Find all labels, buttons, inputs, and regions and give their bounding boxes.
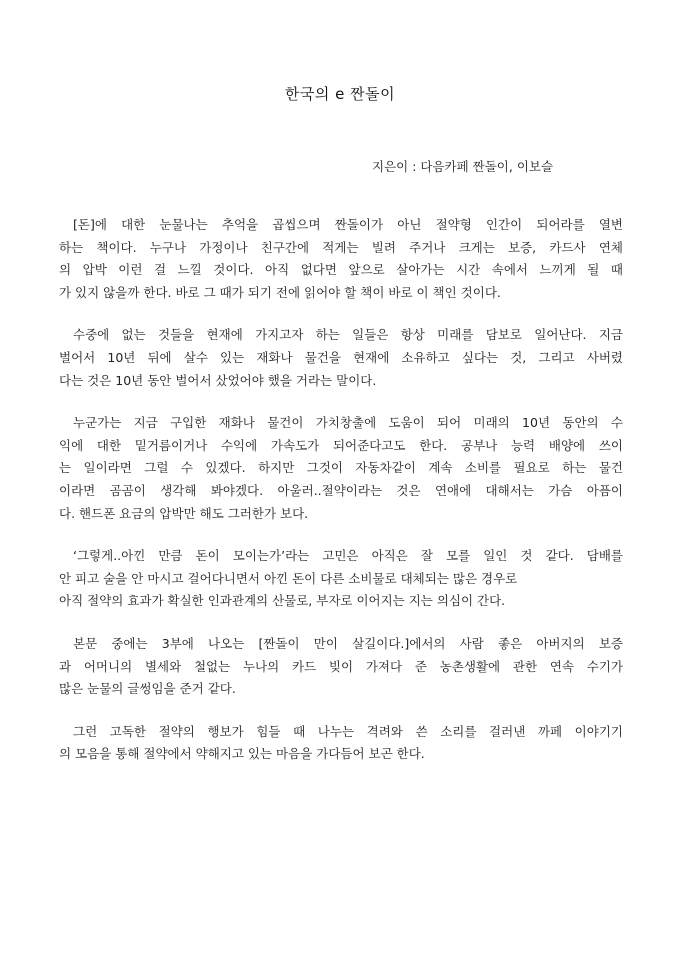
paragraph-1 (59, 214, 623, 304)
paragraph-line: 누군가는 지금 구입한 재화나 물건이 가치창출에 도움이 되어 미래의 10년 동안의 수 (73, 415, 623, 431)
paragraph-3 (59, 412, 623, 525)
paragraph-line: 많은 눈물의 글썽임을 준거 같다. (59, 681, 236, 697)
paragraph-line: 의 모음을 통해 절약에서 약해지고 있는 마음을 가다듬어 보곤 한다. (59, 746, 425, 762)
paragraph-line: 다. 핸드폰 요금의 압박만 해도 그러한가 보다. (59, 505, 309, 521)
paragraph-line: 다는 것은 10년 동안 벌어서 샀었어야 했을 거라는 말이다. (59, 372, 377, 388)
paragraph-line: 수중에 없는 것들을 현재에 가지고자 하는 일들은 항상 미래를 담보로 일어난다. 지금 (73, 327, 623, 343)
paragraph-5 (59, 633, 623, 701)
paragraph-line: 안 피고 술을 안 마시고 걸어다니면서 아낀 돈이 다른 소비물로 대체되는 많은 경우로 (59, 570, 518, 586)
paragraph-line: 본문 중에는 3부에 나오는 [짠돌이 만이 살길이다.]에서의 사람 좋은 아버지의 보증 (73, 635, 623, 651)
paragraph-line: 과 어머니의 별세와 철없는 누나의 카드 빚이 가져다 준 농촌생활에 관한 연속 수기가 (59, 658, 623, 674)
paragraph-line: 하는 책이다. 누구나 가정이나 친구간에 적게는 빌려 주거나 크게는 보증, 카드사 연체 (59, 239, 623, 255)
paragraph-line: 아직 절약의 효과가 확실한 인과관계의 산물로, 부자로 이어지는 지는 의심이 간다. (59, 593, 506, 609)
paragraph-4 (59, 545, 623, 613)
author-line: 지은이 : 다음카페 짠돌이, 이보슬 (372, 159, 554, 174)
body-text (59, 214, 623, 786)
paragraph-line: 이라면 곰곰이 생각해 봐야겠다. 아울러..절약이라는 것은 연애에 대해서는 가슴 아픔이 (59, 482, 623, 498)
paragraph-line: 그런 고독한 절약의 행보가 힘들 때 나누는 격려와 쓴 소리를 걸러낸 까페 이야기기 (73, 723, 623, 739)
paragraph-line: 의 압박 이런 걸 느낄 것이다. 아직 없다면 앞으로 살아가는 시간 속에서 느끼게 될 때 (59, 262, 623, 278)
paragraph-line: [돈]에 대한 눈물나는 추억을 곱씹으며 짠돌이가 아닌 절약형 인간이 되어라를 열변 (73, 217, 623, 232)
paragraph-6 (59, 721, 623, 766)
paragraph-line: 익에 대한 밑거름이거나 수익에 가속도가 되어준다고도 한다. 공부나 능력 배양에 쓰이 (59, 437, 623, 453)
paragraph-line: ‘그렇게..아낀 만큼 돈이 모이는가’라는 고민은 아직은 잘 모를 일인 것 같다. 담배를 (73, 548, 623, 564)
paragraph-line: 가 있지 않을까 한다. 바로 그 때가 되기 전에 읽어야 할 책이 바로 이 책인 것이다. (59, 284, 501, 300)
paragraph-2 (59, 324, 623, 392)
paragraph-line: 벌어서 10년 뒤에 살수 있는 재화나 물건을 현재에 소유하고 싶다는 것, 그리고 사버렸 (59, 349, 623, 365)
document-title: 한국의 e 짠돌이 (284, 85, 396, 103)
paragraph-line: 는 일이라면 그럴 수 있겠다. 하지만 그것이 자동차같이 계속 소비를 필요로 하는 물건 (59, 460, 623, 476)
